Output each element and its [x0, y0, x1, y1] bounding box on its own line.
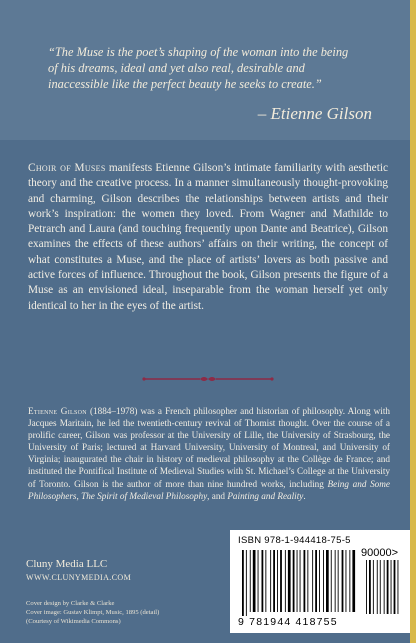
price-code: 90000>: [360, 547, 398, 559]
pull-quote: [48, 44, 388, 92]
bio-separator: ,: [76, 490, 82, 501]
work-title: Painting and Reality: [227, 490, 304, 501]
author-bio: [28, 405, 390, 502]
book-description: [28, 161, 388, 314]
cover-credits: [26, 599, 159, 627]
quote-attribution: – Etienne Gilson: [257, 104, 372, 123]
credit-line: Cover image: Gustav Klimpt, Music, 1895 (detail): [26, 609, 160, 617]
ornament-divider-icon: [142, 374, 274, 384]
barcode-digits: 9 781944 418755: [238, 616, 338, 628]
quote-panel: [0, 0, 416, 140]
bio-separator: , and: [207, 490, 228, 501]
credit-line: (Courtesy of Wikimedia Commons): [26, 618, 121, 626]
quote-line: of his dreams, ideal and yet also real, desirable and: [48, 61, 305, 75]
publisher-name: Cluny Media LLC: [26, 558, 108, 570]
work-title: The Spirit of Medieval Philosophy: [81, 490, 208, 501]
isbn-label: ISBN 978-1-944418-75-5: [238, 535, 351, 546]
description-text: manifests Etienne Gilson’s intimate familiarity with aesthetic theory and the creative process. In a manner simultaneously thought-provoking and charming, Gilson describes the relationships between artists and their work’s inspiration: the women they loved. From Wagner and Mathilde to Petrarch and Laura (and touching frequently upon Dante and Beatrice), Gilson examines the effects of these authors’ affairs on their writing, the concept of what constitutes a Muse, and the place of artists’ lovers as both passive and active forces of influence. Throughout the book, Gilson presents the figure of a Muse as an envisioned ideal, inseparable from the woman herself yet only identical to her in the eyes of the artist.: [28, 162, 388, 312]
bio-text: (1884–1978) was a French philosopher and historian of philosophy. Along with Jacques Maritain, he led the twentieth-century revival of Thomist thought. Over the course of a prolific career, Gilson was professor at the University of Lille, the University of Strasbourg, the University of Paris; lectured at Harvard University, University of Montreal, and University of Virginia; inaugurated the chair in history of medieval philosophy at the Collège de France; and instituted the Pontifical Institute of Medieval Studies with St. Michael’s College at the University of Toronto. Gilson is the author of more than nine hundred works, including: [28, 406, 391, 489]
bio-end: .: [303, 490, 306, 501]
publisher-website: WWW.CLUNYMEDIA.COM: [26, 573, 132, 582]
spine-edge: [410, 0, 416, 643]
book-title: Choir of Muses: [28, 162, 106, 174]
quote-line: “The Muse is the poet’s shaping of the woman into the being: [48, 45, 349, 59]
credit-line: Cover design by Clarke & Clarke: [26, 600, 115, 607]
quote-line: inaccessible like the perfect beauty he seeks to create.”: [48, 77, 322, 91]
author-name: Etienne Gilson: [28, 406, 87, 416]
barcode-panel: [230, 530, 410, 633]
work-title: Being and Some Philosophers: [28, 478, 390, 501]
